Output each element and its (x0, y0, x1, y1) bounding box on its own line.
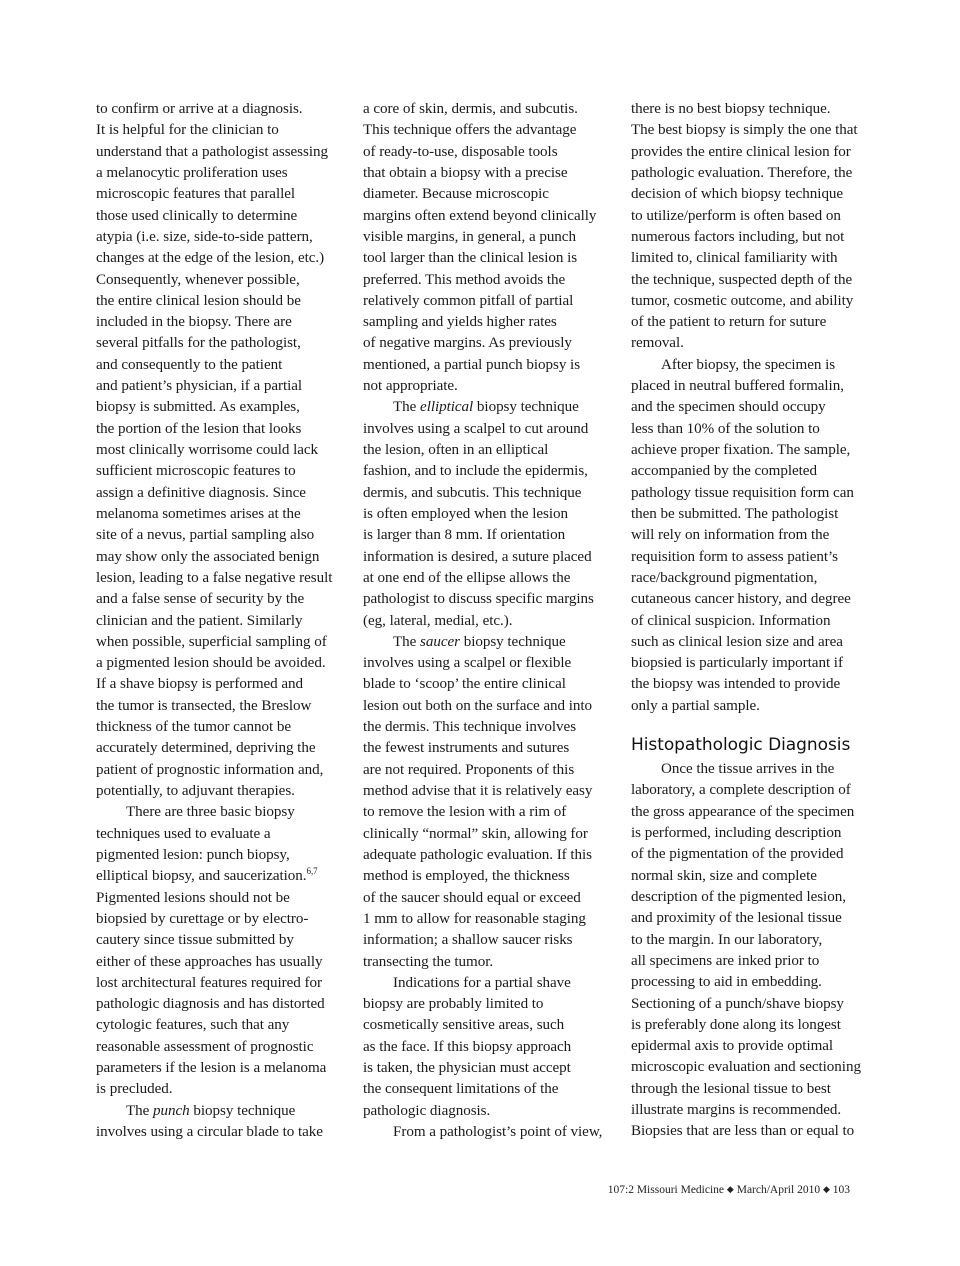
page-footer (560, 1184, 850, 1196)
paragraph-text: Indications for a partial shave biopsy are probably limited to cosmetically sensitive areas, such as the face. If this biopsy approach is taken, the physician must accept the consequent limitations of the pathologic diagnosis. (363, 974, 572, 1119)
citation-superscript: 6,7 (306, 866, 318, 877)
issue-date: March/April 2010 (736, 1184, 821, 1196)
paragraph: there is no best biopsy technique. The best biopsy is simply the one that provides the entire clinical lesion for pathologic evaluation. Therefore, the decision of which biopsy technique to utilize/perform is often based on numerous factors including, but not limited to, clinical familiarity with the technique, suspected depth of the tumor, cosmetic outcome, and ability of the patient to return for suture removal. (631, 101, 858, 352)
paragraph-text: After biopsy, the specimen is placed in neutral buffered formalin, and the specimen should occupy less than 10% of the solution to achieve proper fixation. The sample, accompanied by the completed pathology tissue requisition form can then be submitted. The pathologist will rely on information from the requisition form to assess patient’s race/background pigmentation, cutaneous cancer history, and degree of clinical suspicion. Information such as clinical lesion size and area biopsied is particularly important if the biopsy was intended to provide only a partial sample. (631, 356, 854, 714)
journal-issue: 107:2 Missouri Medicine (607, 1184, 725, 1196)
italic-term: elliptical (420, 399, 474, 416)
italic-term: saucer (420, 633, 460, 650)
paragraph: a core of skin, dermis, and subcutis. This technique offers the advantage of ready-to-use, disposable tools that obtain a biopsy with a precise diameter. Because microscopic margins often extend beyond clinically visible margins, in general, a punch tool larger than the clinical lesion is preferred. This method avoids the relatively common pitfall of partial sampling and yields higher rates of negative margins. As previously mentioned, a partial punch biopsy is not appropriate. (363, 101, 597, 395)
paragraph-text: biopsy technique involves using a scalpel or flexible blade to ‘scoop’ the entire clinical lesion out both on the surface and into the dermis. This technique involves the fewest instruments and sutures are not required. Proponents of this method advise that it is relatively easy to remove the lesion with a rim of clinically “normal” skin, allowing for adequate pathologic evaluation. If this method is employed, the thickness of the saucer should equal or exceed 1 mm to allow for reasonable staging information; a shallow saucer risks transecting the tumor. (363, 633, 593, 970)
paragraph-text: Once the tissue arrives in the laboratory, a complete description of the gross appearance of the specimen is performed, including description of the pigmentation of the provided normal skin, size and complete description of the pigmented lesion, and proximity of the lesional tissue to the margin. In our laboratory, all specimens are inked prior to processing to aid in embedding. Sectioning of a punch/shave biopsy is preferably done along its longest epidermal axis to provide optimal microscopic evaluation and sectioning through the lesional tissue to best illustrate margins is recommended. Biopsies that are less than or equal to (631, 761, 861, 1140)
paragraph: to confirm or arrive at a diagnosis. It is helpful for the clinician to understand that a pathologist assessing a melanocytic proliferation uses microscopic features that parallel those used clinically to determine atypia (i.e. size, side-to-side pattern, changes at the edge of the lesion, etc.) Consequently, whenever possible, the entire clinical lesion should be included in the biopsy. There are several pitfalls for the pathologist, and consequently to the patient and patient’s physician, if a partial biopsy is submitted. As examples, the portion of the lesion that looks most clinically worrisome could lack sufficient microscopic features to assign a definitive diagnosis. Since melanoma sometimes arises at the site of a nevus, partial sampling also may show only the associated benign lesion, leading to a false negative result and a false sense of security by the clinician and the patient. Similarly when possible, superficial sampling of a pigmented lesion should be avoided. If a shave biopsy is performed and the tumor is transected, the Breslow thickness of the tumor cannot be accurately determined, depriving the patient of prognostic information and, potentially, to adjuvant therapies. (96, 101, 333, 799)
paragraph (363, 1122, 619, 1143)
paragraph (96, 802, 358, 1100)
paragraph-text: From a pathologist’s point of view, (393, 1124, 603, 1140)
text-column-1 (96, 99, 358, 1143)
diamond-separator-icon: ◆ (726, 1184, 734, 1194)
paragraph-text: The (393, 399, 421, 416)
paragraph-text: biopsy technique involves using a circular blade to take (96, 1102, 323, 1140)
paragraph-text: There are three basic biopsy techniques used to evaluate a pigmented lesion: punch biopsy, elliptical biopsy, and saucerization. (96, 804, 307, 885)
paragraph (363, 397, 619, 631)
paragraph-text: The (126, 1102, 154, 1119)
text-column-3 (631, 99, 881, 1143)
paragraph (631, 759, 881, 1143)
diamond-separator-icon: ◆ (822, 1184, 830, 1194)
paragraph (363, 973, 619, 1122)
paragraph-text: The (393, 633, 421, 650)
paragraph-text: biopsy technique involves using a scalpel to cut around the lesion, often in an elliptical fashion, and to include the epidermis, dermis, and subcutis. This technique is often employed when the lesion is larger than 8 mm. If orientation information is desired, a suture placed at one end of the ellipse allows the pathologist to discuss specific margins (eg, lateral, medial, etc.). (363, 399, 594, 629)
text-column-2 (363, 99, 619, 1143)
paragraph-text: Pigmented lesions should not be biopsied by curettage or by electro- cautery since tissue submitted by either of these approaches has usually lost architectural features required for pathologic diagnosis and has distorted cytologic features, such that any reasonable assessment of prognostic parameters if the lesion is a melanoma is precluded. (96, 889, 327, 1098)
paragraph (631, 355, 881, 717)
paragraph (363, 632, 619, 973)
italic-term: punch (153, 1102, 190, 1119)
page-number: 103 (832, 1184, 850, 1196)
paragraph (96, 1101, 358, 1144)
section-heading: Histopathologic Diagnosis (631, 735, 851, 756)
